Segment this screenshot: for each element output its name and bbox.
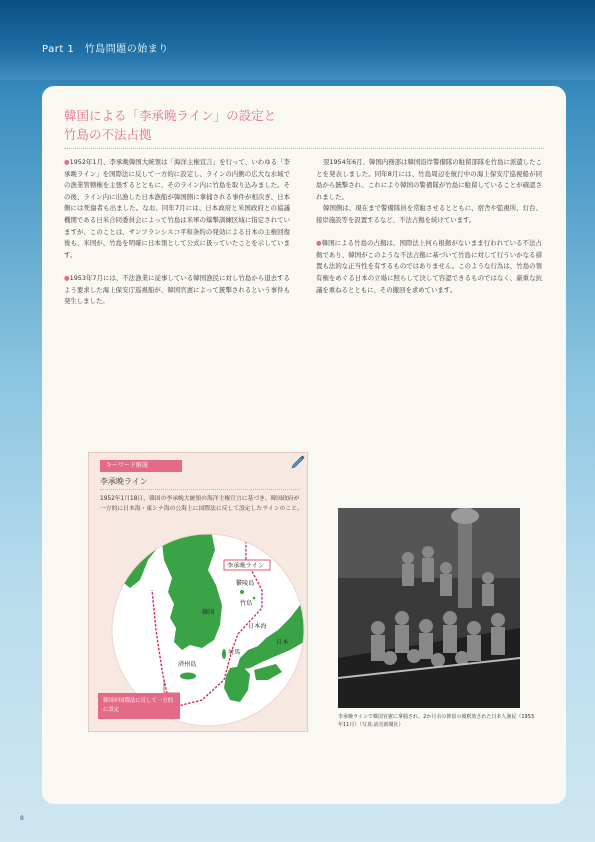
photo-illustration xyxy=(338,508,520,708)
map-label-tsushima: 対馬 xyxy=(228,649,241,656)
section-title xyxy=(64,106,364,144)
keyword-name: 李承晩ライン xyxy=(100,477,148,486)
keyword-description: 1952年1月18日、韓国の李承晩大統領の海洋主権宣言に基づき、韓国政府が一方的に日本海・東シナ海の公海上に国際法に反して設定したラインのこと。 xyxy=(100,496,303,512)
paragraph-text: 1952年1月、李承晩韓国大統領は「海洋主権宣言」を行って、いわゆる「李承晩ライン」を国際法に反して一方的に設定し、ラインの内側の広大な水域での漁業管轄権を主張するとともに、そのライン内に竹島を取り込みました。その後、ライン内に出漁した日本漁船が韓国側に拿捕される事件が相次ぎ、日本側には死傷者も出ました。なお、同年7月には、日本政府と米国政府との協議機関である日米合同委員会によって竹島は米軍の爆撃訓練区域に指定されていますが、このことは、サンフランシスコ平和条約の発効による日本の主権回復後も、米国が、竹島を明確に日本領として公式に扱っていたことを示しています。 xyxy=(64,158,290,259)
section-title-line2: 竹島の不法占拠 xyxy=(64,127,152,142)
map-label-jejudo: 済州島 xyxy=(178,661,197,668)
bullet-icon: ● xyxy=(64,273,70,282)
title-divider xyxy=(64,148,544,149)
paragraph-text: 1953年7月には、不法漁業に従事している韓国漁民に対し竹島から退去するよう要求した海上保安庁巡視船が、韓国官憲によって銃撃されるという事件も発生しました。 xyxy=(64,273,290,306)
map-label-takeshima: 竹島 xyxy=(240,600,253,607)
bullet-icon: ● xyxy=(316,239,322,248)
page-number: 8 xyxy=(20,815,24,822)
bullet-icon: ● xyxy=(64,158,70,166)
map-callout: 韓国が国際法に反して一方的に設定 xyxy=(98,693,180,719)
keyword-divider xyxy=(100,489,300,490)
paragraph-text: 韓国による竹島の占拠は、国際法上何ら根拠がないまま行われている不法占拠であり、韓国がこのような不法占拠に基づいて竹島に対して行ういかなる措置も法的な正当性を有するものではありません。このような行為は、竹島の領有権をめぐる日本の立場に照らして決して容認できるものではなく、厳重な抗議を重ねるとともに、その撤回を求めています。 xyxy=(316,239,542,294)
map-label-sea-of-japan: 日本海 xyxy=(248,623,267,630)
tsushima-island xyxy=(222,649,226,659)
paragraph xyxy=(64,157,290,261)
paragraph xyxy=(316,157,542,203)
right-column xyxy=(316,157,542,308)
paragraph xyxy=(316,238,542,296)
paragraph-text: 翌1954年6月、韓国内務部は韓国沿岸警備隊の駐留部隊を竹島に派遣したことを発表しました。同年8月には、竹島周辺を航行中の海上保安庁巡視船が同島から銃撃され、これにより韓国の警備隊が竹島に駐留していることが確認されました。 xyxy=(316,158,542,201)
map-line-label: 李承晩ライン xyxy=(227,562,264,570)
takeshima-island xyxy=(253,597,256,600)
part-title: Part 1 竹島問題の始まり xyxy=(42,44,169,55)
map-label-ulleungdo: 鬱陵島 xyxy=(236,580,255,587)
keyword-label: キーワード解説 xyxy=(100,460,182,472)
section-title-line1: 韓国による「李承晩ライン」の設定と xyxy=(64,108,277,123)
paragraph-text: 韓国側は、現在まで警備隊員を常駐させるとともに、宿舎や監視所、灯台、接岸施設等を設置するなど、不法占拠を続けています。 xyxy=(316,204,542,224)
paragraph xyxy=(316,203,542,226)
jejudo-island xyxy=(180,673,196,680)
left-column xyxy=(64,157,290,319)
pen-icon xyxy=(290,454,306,470)
ulleungdo-island xyxy=(240,590,244,594)
photo-caption: 李承晩ラインで韓国官憲に拿捕され、2か月余の抑留の後釈放された日本人漁民（1953年11月）（写真:読売新聞社） xyxy=(338,714,535,728)
historical-photo xyxy=(338,508,520,708)
map-label-korea: 韓国 xyxy=(202,609,215,616)
map-label-japan: 日本 xyxy=(276,639,289,646)
paragraph xyxy=(64,273,290,308)
